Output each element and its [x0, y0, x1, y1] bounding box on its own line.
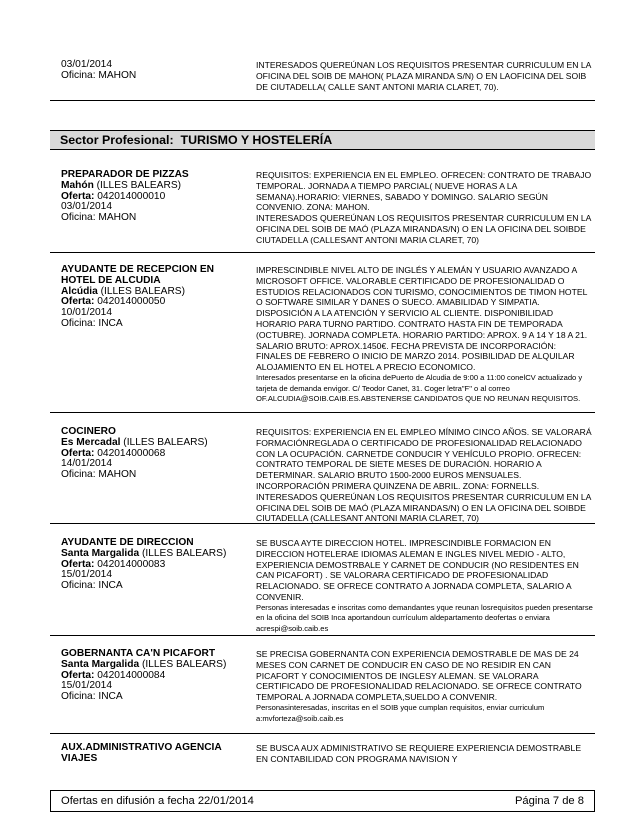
offer-date: 10/01/2014	[61, 307, 112, 319]
offer-description	[256, 649, 594, 724]
divider	[50, 523, 595, 524]
offer-description: REQUISITOS: EXPERIENCIA EN EL EMPLEO. OFRECEN: CONTRATO DE TRABAJO TEMPORAL. JORNADA A TIEMPO PARCIAL( NUEVE HORAS A LA SEMANA).HORARIO: VIERNES, SABADO Y DOMINGO. SALARIO SEGÚN CONVENIO. ZONA: MAHON. INTERESADOS QUEREÚNAN LOS REQUISITOS PRESENTAR CURRICULUM EN LA OFICINA DEL SOIB DE MAÓ (PLAZA MIRANDAS/N) O EN LA OFICINA DEL SOIBDE CIUTADELLA (CALLESANT ANTONI MARIA CLARET, 70)	[256, 170, 592, 245]
offer-meta	[61, 538, 251, 592]
offer-office: Oficina: MAHON	[61, 469, 137, 481]
sector-label: Sector Profesional:	[60, 133, 174, 147]
offer-date: 15/01/2014	[61, 680, 112, 692]
offer-meta	[61, 265, 251, 330]
top-entry-office: Oficina: MAHON	[61, 69, 137, 81]
offer-description-note: Personasinteresadas, inscritas en el SOIB yque cumplan requisitos, enviar curriculum a:mvforteza@soib.caib.es	[256, 702, 545, 723]
footer-date-text: Ofertas en difusión a fecha 22/01/2014	[61, 795, 254, 807]
offer-town: Alcúdia	[61, 285, 98, 297]
offer-description	[256, 265, 594, 405]
offer-province: (ILLES BALEARS)	[120, 436, 208, 448]
offer-title: GOBERNANTA CA'N PICAFORT	[61, 648, 216, 659]
offer-label: Oferta:	[61, 447, 95, 459]
offer-label: Oferta:	[61, 558, 95, 570]
offer-town: Santa Margalida	[61, 658, 140, 670]
offer-town: Santa Margalida	[61, 547, 140, 559]
offer-label: Oferta:	[61, 669, 95, 681]
divider	[50, 100, 595, 101]
offer-title: AYUDANTE DE RECEPCION EN HOTEL DE ALCUDIA	[61, 264, 215, 286]
offer-description-note: Interesados presentarse en la oficina dePuerto de Alcudia de 9:00 a 11:00 conelCV actualizado y tarjeta de demanda envigor. C/ Teodor Canet, 31. Coger letra"F" o al correo OF.ALCUDIA@SOIB.CAIB.ES.ABSTENERSE CANDIDATOS QUE NO REUNAN REQUISITOS.	[256, 372, 583, 404]
offer-date: 14/01/2014	[61, 458, 112, 470]
offer-office: Oficina: MAHON	[61, 212, 137, 224]
divider	[50, 252, 595, 253]
offer-number: 042014000010	[97, 190, 166, 202]
page-footer	[50, 790, 595, 812]
sector-header	[50, 130, 595, 150]
page-number: Página 7 de 8	[514, 795, 584, 807]
offer-province: (ILLES BALEARS)	[93, 179, 182, 191]
offer-title: PREPARADOR DE PIZZAS	[61, 169, 189, 180]
top-entry-date: 03/01/2014	[61, 59, 112, 70]
offer-number: 042014000068	[97, 447, 166, 459]
offer-description-main: SE BUSCA AYTE DIRECCION HOTEL. IMPRESCINDIBLE FORMACION EN DIRECCION HOTELERAE IDIOMAS ALEMAN E INGLES NIVEL MEDIO - ALTO, EXPERIENCIA DEMOSTRBALE Y CARNET DE CONDUCIR (NO RESIDENTES EN CAN PICAFORT) . SE VALORARA CERTIFICADO DE PROFESIONALIDAD RELACIONADO. SE OFRECE CONTRATO A JORNADA COMPLETA, SALARIO A CONVENIR.	[256, 538, 579, 602]
offer-office: Oficina: INCA	[61, 580, 123, 592]
divider	[50, 733, 595, 734]
offer-label: Oferta:	[61, 190, 95, 202]
offer-meta	[61, 427, 251, 481]
offer-province: (ILLES BALEARS)	[139, 658, 227, 670]
offer-town: Es Mercadal	[61, 436, 121, 448]
offer-label: Oferta:	[61, 296, 95, 308]
offer-date: 03/01/2014	[61, 201, 112, 213]
offer-office: Oficina: INCA	[61, 691, 123, 703]
offer-province: (ILLES BALEARS)	[97, 285, 185, 297]
offer-title: AUX.ADMINISTRATIVO AGENCIA VIAJES	[61, 742, 222, 764]
sector-name: TURISMO Y HOSTELERÍA	[180, 133, 333, 147]
offer-description-main: IMPRESCINDIBLE NIVEL ALTO DE INGLÉS Y ALEMÁN Y USUARIO AVANZADO A MICROSOFT OFFICE. VALORABLE CERTIFICADO DE PROFESIONALIDAD O ESTUDIOS RELACIONADOS CON TURISMO, CONOCIMIENTOS DE TIMON HOTEL O SOFTWARE SIMILAR Y DANES O SUECO. AMABILIDAD Y SIMPATIA. DISPOSICIÓN A LA ATENCIÓN Y SERVICIO AL CLIENTE. DISPONIBILIDAD HORARIO PARA TURNO PARTIDO. CONTRATO HASTA FIN DE TEMPORADA (OCTUBRE). JORNADA COMPLETA. HORARIO PARTIDO: APROX. 9 A 14 Y 18 A 21. SALARIO BRUTO: APROX.1450€. FECHA PREVISTA DE INCORPORACIÓN: FINALES DE FEBRERO O INICIO DE MARZO 2014. POSIBILIDAD DE ALQUILAR ALOJAMIENTO EN EL HOTEL A PRECIO ECONOMICO.	[256, 265, 588, 373]
top-entry-text: INTERESADOS QUEREÚNAN LOS REQUISITOS PRESENTAR CURRICULUM EN LA OFICINA DEL SOIB DE MAHON( PLAZA MIRANDA S/N) O EN LAOFICINA DEL SOIB DE CIUTADELLA( CALLE SANT ANTONI MARIA CLARET, 70).	[256, 60, 591, 92]
offer-number: 042014000083	[97, 558, 166, 570]
divider	[50, 412, 595, 413]
offer-title: AYUDANTE DE DIRECCION	[61, 537, 194, 548]
offer-date: 15/01/2014	[61, 569, 112, 581]
offer-number: 042014000050	[97, 296, 166, 308]
offer-town: Mahón	[61, 179, 94, 191]
offer-meta	[61, 649, 251, 703]
top-entry-meta	[61, 60, 251, 82]
offer-number: 042014000084	[97, 669, 166, 681]
offer-title: COCINERO	[61, 426, 116, 437]
offer-description-main: SE PRECISA GOBERNANTA CON EXPERIENCIA DEMOSTRABLE DE MAS DE 24 MESES CON CARNET DE CONDUCIR EN CASO DE NO RESIDIR EN CAN PICAFORT Y CONOCIMIENTOS DE INGLESY ALEMAN. SE VALORARA CERTIFICADO DE PROFESIONALIDAD RELACIONADO. SE OFRECE CONTRATO TEMPORAL A JORNADA COMPLETA,SUELDO A CONVENIR.	[256, 649, 582, 703]
offer-meta	[61, 743, 251, 765]
offer-description	[256, 538, 594, 635]
offer-description: SE BUSCA AUX ADMINISTRATIVO SE REQUIERE EXPERIENCIA DEMOSTRABLE EN CONTABILIDAD CON PROGRAMA NAVISION Y	[256, 743, 582, 764]
offer-description: REQUISITOS: EXPERIENCIA EN EL EMPLEO MÍNIMO CINCO AÑOS. SE VALORARÁ FORMACIÓNREGLADA O CERTIFICADO DE PROFESIONALIDAD RELACIONADO CON LA OCUPACIÓN. CARNETDE CONDUCIR Y VEHÍCULO PROPIO. OFRECEN: CONTRATO TEMPORAL DE SIETE MESES DE DURACIÓN. HORARIO A DETERMINAR. SALARIO BRUTO 1500-2000 EUROS MENSUALES. INCORPORACIÓN PRIMERA QUINZENA DE ABRIL. ZONA: FORNELLS. INTERESADOS QUEREÚNAN LOS REQUISITOS PRESENTAR CURRICULUM EN LA OFICINA DEL SOIB DE MAÓ (PLAZA MIRANDAS/N) O EN LA OFICINA DEL SOIBDE CIUTADELLA (CALLESANT ANTONI MARIA CLARET, 70)	[256, 427, 592, 524]
offer-province: (ILLES BALEARS)	[139, 547, 227, 559]
divider	[50, 635, 595, 636]
offer-meta	[61, 170, 251, 224]
offer-description-note: Personas interesadas e inscritas como demandantes yque reunan losrequisitos pueden presentarse en la oficina del SOIB Inca aportandoun currículum aldepartamento deofertas o enviara acrespi@soib.caib.es	[256, 602, 593, 633]
offer-office: Oficina: INCA	[61, 317, 123, 329]
